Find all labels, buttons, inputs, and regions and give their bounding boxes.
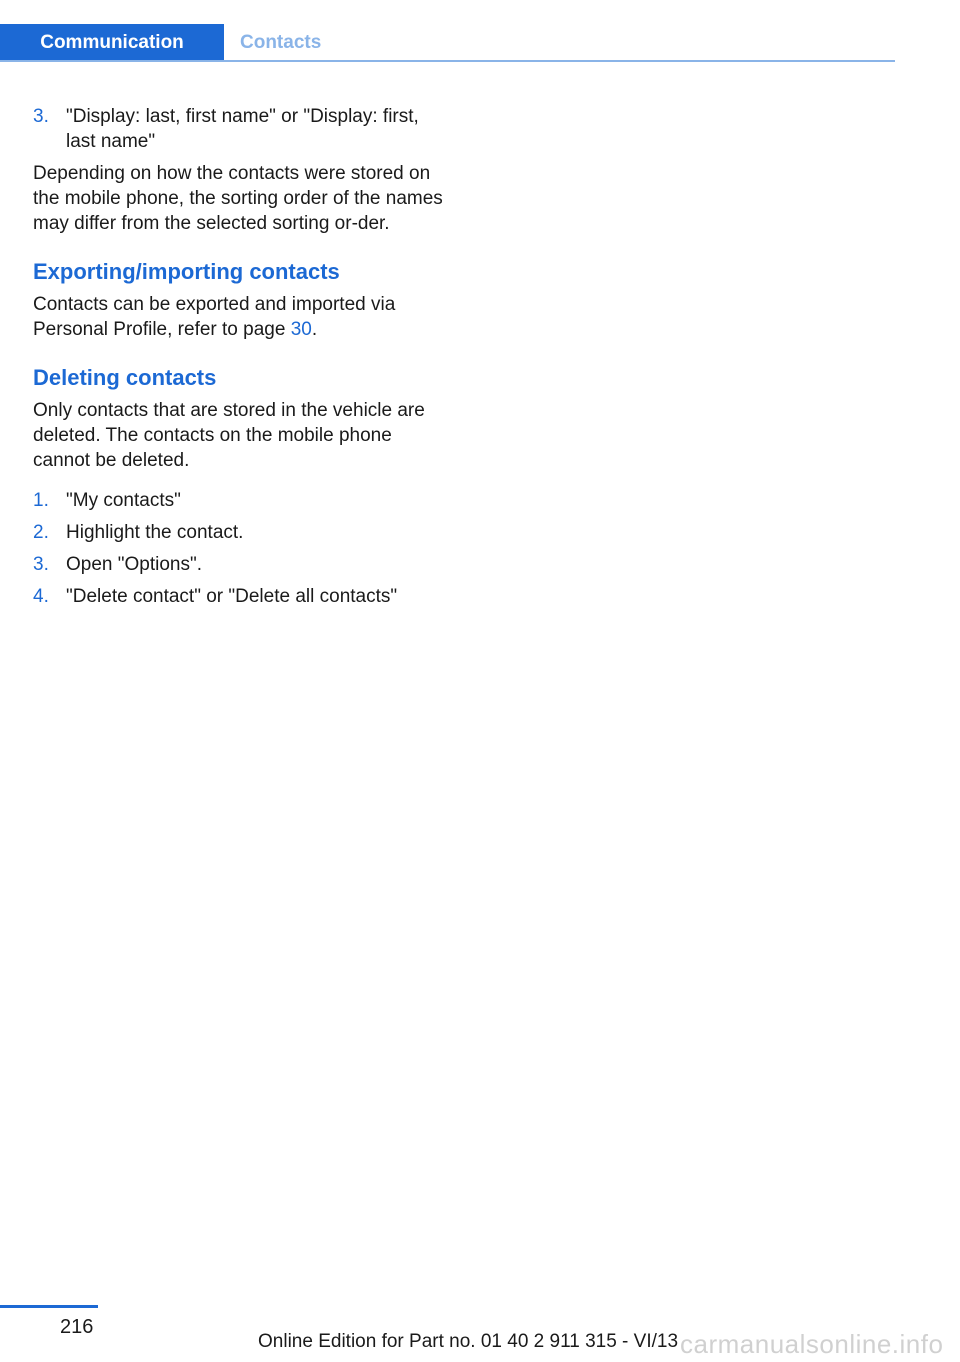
list-item-number: 2. xyxy=(33,522,49,543)
watermark: carmanualsonline.info xyxy=(680,1329,944,1359)
chapter-header xyxy=(0,24,895,62)
heading-deleting-contacts: Deleting contacts xyxy=(33,365,217,390)
tab-contacts[interactable]: Contacts xyxy=(240,32,322,53)
list-item-text: "Delete contact" or "Delete all contacts" xyxy=(66,586,398,607)
delete-steps-list xyxy=(33,488,445,609)
heading-exporting-importing: Exporting/importing contacts xyxy=(33,259,340,284)
list-item-text: "Display: last, first name" or "Display: first, last name" xyxy=(66,106,419,152)
main-content xyxy=(33,104,445,616)
list-item xyxy=(33,520,445,545)
list-item xyxy=(33,552,445,577)
edition-info: Online Edition for Part no. 01 40 2 911 315 - VI/13 xyxy=(258,1331,679,1352)
list-item-number: 3. xyxy=(33,106,49,127)
tab-communication[interactable]: Communication xyxy=(0,24,224,62)
delete-description: Only contacts that are stored in the vehicle are deleted. The contacts on the mobile phone cannot be deleted. xyxy=(33,400,425,471)
header-divider xyxy=(0,60,895,62)
page-reference-link[interactable]: 30 xyxy=(290,319,312,340)
list-item-text: Highlight the contact. xyxy=(66,522,244,543)
export-text-after-link: . xyxy=(311,319,318,340)
export-import-text xyxy=(33,292,445,342)
list-item xyxy=(33,488,445,513)
footer-accent-line xyxy=(0,1305,98,1308)
list-item xyxy=(33,104,445,154)
list-item-number: 4. xyxy=(33,586,49,607)
sorting-steps-list xyxy=(33,104,445,154)
list-item-number: 1. xyxy=(33,490,49,511)
list-item-text: "My contacts" xyxy=(66,490,181,511)
list-item-text: Open "Options". xyxy=(66,554,203,575)
sorting-note: Depending on how the contacts were stored on the mobile phone, the sorting order of the names may differ from the selected sorting or‐der. xyxy=(33,163,443,234)
export-text-before-link: Contacts can be exported and imported via Personal Profile, refer to page xyxy=(33,294,396,340)
page-number: 216 xyxy=(60,1316,94,1338)
list-item-number: 3. xyxy=(33,554,49,575)
list-item xyxy=(33,584,445,609)
